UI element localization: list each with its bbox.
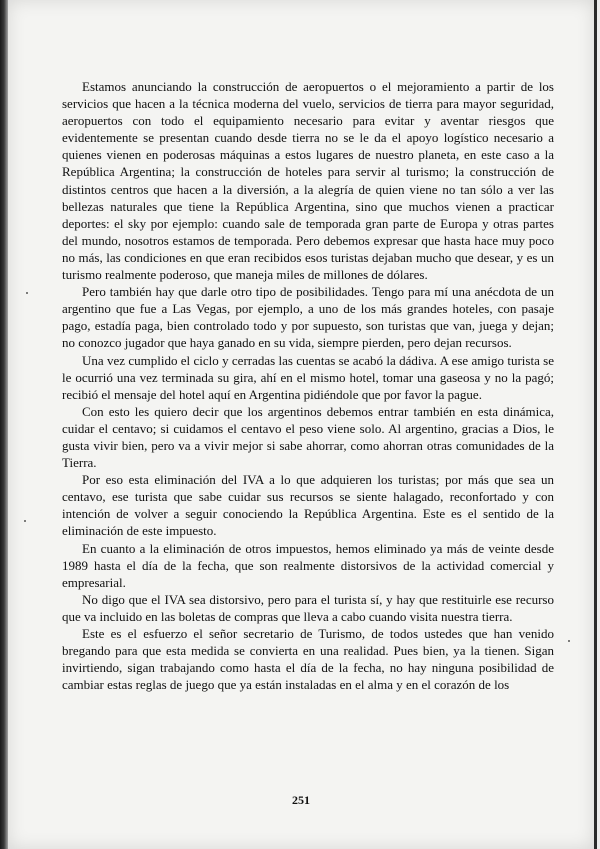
paragraph: No digo que el IVA sea distorsivo, pero para el turista sí, y hay que restituirle ese recurso que va incluido en las boletas de compras que lleva a cabo cuando visita nuestra tierra.: [62, 591, 554, 624]
scan-speck: [26, 292, 28, 294]
scan-speck: [568, 640, 570, 642]
document-page: [8, 0, 597, 849]
paragraph: Estamos anunciando la construcción de aeropuertos o el mejoramiento a partir de los servicios que hacen a la técnica moderna del vuelo, servicios de tierra para mayor seguridad, aeropuertos con todo el equipamiento necesario para evitar y aventar riesgos que evidentemente se presentan cuando desde tierra no se le da el apoyo logístico necesario a quienes vienen en poderosas máquinas a estos lugares de nuestro planeta, en este caso a la República Argentina; la construcción de hoteles para servir al turismo; la construcción de distintos centros que hacen a la diversión, a la alegría de quien viene no tan sólo a ver las bellezas naturales que tiene la República Argentina, sino que muchos vienen a practicar deportes: el sky por ejemplo: cuando sale de temporada gran parte de Europa y otras partes del mundo, nosotros estamos de temporada. Pero debemos expresar que hasta hace muy poco no más, las condiciones en que eran recibidos esos turistas dejaban mucho que desear, y es un turismo realmente poderoso, que maneja miles de millones de dólares.: [62, 79, 554, 283]
paragraph: Por eso esta eliminación del IVA a lo que adquieren los turistas; por más que sea un centavo, ese turista que sabe cuidar sus recursos se siente halagado, reconfortado y con intención de volver a seguir conociendo la República Argentina. Este es el sentido de la eliminación de este impuesto.: [62, 472, 554, 539]
paragraph: Este es el esfuerzo el señor secretario de Turismo, de todos ustedes que han venido bregando para que esta medida se convierta en una realidad. Pues bien, ya la tienen. Sigan invirtiendo, sigan trabajando como hasta el día de la fecha, no hay ninguna posibilidad de cambiar estas reglas de juego que ya están instaladas en el alma y en el corazón de los: [62, 626, 554, 693]
paragraph: Una vez cumplido el ciclo y cerradas las cuentas se acabó la dádiva. A ese amigo turista se le ocurrió una vez terminada su gira, ahí en el mismo hotel, tomar una gaseosa y no la pagó; recibió el mensaje del hotel aquí en Argentina pidiéndole que por favor la pague.: [62, 352, 554, 402]
paragraph: En cuanto a la eliminación de otros impuestos, hemos eliminado ya más de veinte desde 1989 hasta el día de la fecha, que son realmente distorsivos de la actividad comercial y empresarial.: [62, 540, 554, 590]
page-number: 251: [292, 793, 310, 807]
paragraph: Pero también hay que darle otro tipo de posibilidades. Tengo para mí una anécdota de un argentino que fue a Las Vegas, por ejemplo, a uno de los más grandes hoteles, con pasaje pago, estadía paga, bien controlado todo y por supuesto, son turistas que van, juega y dejan; no conozco jugador que haya ganado en su vida, siempre pierden, pero dejan recursos.: [62, 284, 554, 351]
paragraph: Con esto les quiero decir que los argentinos debemos entrar también en esta dinámica, cuidar el centavo; si cuidamos el centavo el peso viene solo. Al argentino, gracias a Dios, le gusta vivir bien, pero va a vivir mejor si sabe ahorrar, como ahorran otras comunidades de la Tierra.: [62, 403, 554, 471]
body-text: [62, 78, 554, 693]
scan-speck: [24, 520, 26, 522]
